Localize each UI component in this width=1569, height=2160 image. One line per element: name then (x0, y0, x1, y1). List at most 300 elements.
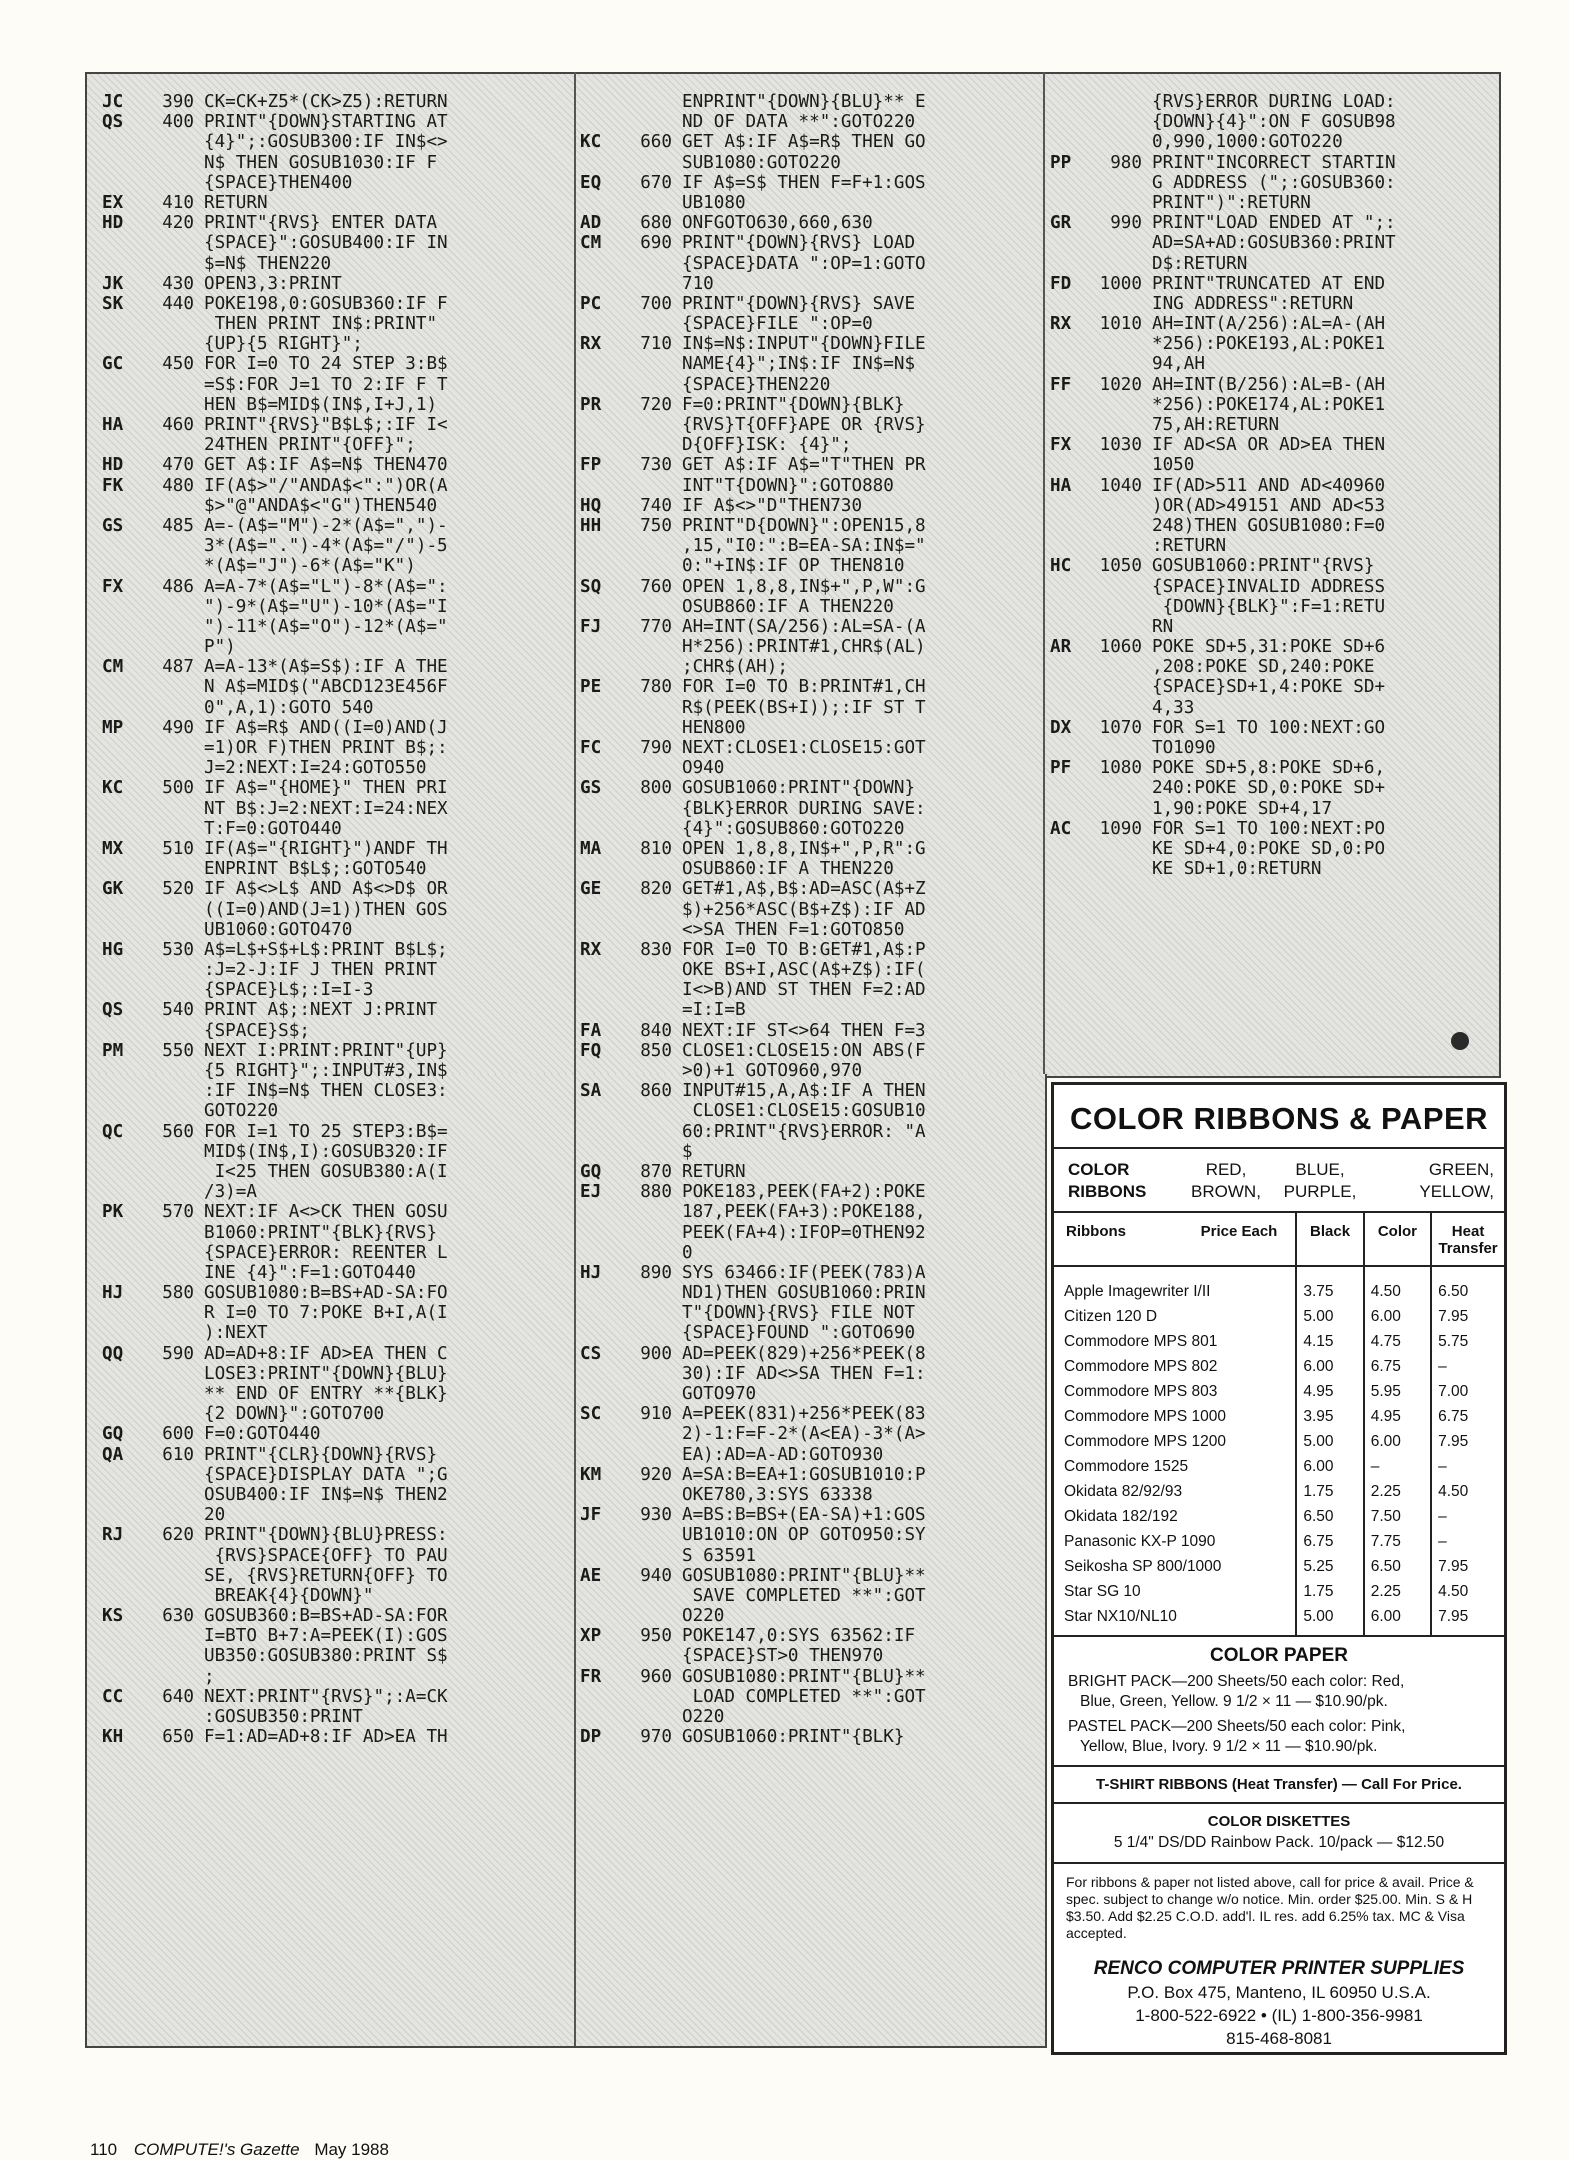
code-text: ND OF DATA **":GOTO220 (682, 112, 916, 133)
code-line (102, 1243, 448, 1263)
checksum: HJ (102, 1283, 124, 1304)
code-line (102, 738, 448, 758)
code-text: INE {4}":F=1:GOTO440 (204, 1262, 416, 1283)
code-text: UB1080 (682, 192, 746, 213)
code-text: N$ THEN GOSUB1030:IF F (204, 152, 438, 173)
checksum: GE (580, 879, 602, 900)
code-line (580, 657, 926, 677)
checksum: HA (1050, 475, 1072, 496)
color-name: GREEN, (1428, 1160, 1494, 1179)
cell-heat: 7.95 (1431, 1304, 1504, 1329)
code-text: NEXT:PRINT"{RVS}";:A=CK (204, 1686, 448, 1707)
checksum: GK (102, 879, 124, 900)
code-line (580, 1344, 926, 1364)
code-text: 94,AH (1152, 354, 1205, 375)
code-line (580, 637, 926, 657)
code-line (102, 1424, 448, 1444)
line-number: 830 (640, 939, 672, 960)
code-text: )OR(AD>49151 AND AD<53 (1152, 495, 1386, 516)
checksum: HD (102, 455, 124, 476)
color-header: Color (1364, 1213, 1431, 1266)
color-ribbons-ad (1051, 1082, 1507, 2055)
code-text: A=-(A$="M")-2*(A$=",")- (204, 515, 448, 536)
code-line (102, 1122, 448, 1142)
code-text: 0,990,1000:GOTO220 (1152, 132, 1343, 153)
line-number: 660 (640, 132, 672, 153)
code-text: O940 (682, 758, 725, 779)
cell-black: 5.25 (1296, 1554, 1363, 1579)
checksum: SK (102, 293, 124, 314)
cell-black: 6.00 (1296, 1454, 1363, 1479)
code-line (102, 153, 448, 173)
code-line (102, 879, 448, 899)
color-name: PURPLE, (1283, 1182, 1357, 1201)
code-line (1050, 819, 1396, 839)
code-text: ,15,"I0:":B=EA-SA:IN$=" (682, 536, 926, 557)
code-line (580, 1223, 926, 1243)
code-line (580, 1525, 926, 1545)
color-pair (1272, 1159, 1368, 1203)
code-line (580, 112, 926, 132)
code-line (580, 1182, 926, 1202)
code-line (102, 92, 448, 112)
code-line (580, 1727, 926, 1747)
code-text: RETURN (204, 192, 268, 213)
code-line (1050, 718, 1396, 738)
code-line (1050, 738, 1396, 758)
code-text: {BLK}ERROR DURING SAVE: (682, 798, 926, 819)
code-text: 248)THEN GOSUB1080:F=0 (1152, 515, 1386, 536)
code-line (102, 1061, 448, 1081)
line-number: 900 (640, 1343, 672, 1364)
ribbons-header-label: Ribbons (1066, 1223, 1126, 1240)
code-line (102, 698, 448, 718)
code-text: GOSUB1060:PRINT"{BLK} (682, 1727, 905, 1748)
ad-title: COLOR RIBBONS & PAPER (1054, 1085, 1504, 1149)
code-text: H*256):PRINT#1,CHR$(AL) (682, 637, 926, 658)
color-pair (1368, 1159, 1494, 1203)
line-number: 800 (640, 778, 672, 799)
code-text: {RVS}SPACE{OFF} TO PAU (204, 1545, 448, 1566)
code-text: ")-11*(A$="O")-12*(A$=" (204, 616, 448, 637)
bright-pack-line-2: Blue, Green, Yellow. 9 1/2 × 11 — $10.90/pk. (1080, 1693, 1388, 1710)
code-line (102, 637, 448, 657)
line-number: 1080 (1099, 758, 1142, 779)
code-line (102, 1687, 448, 1707)
checksum: MP (102, 717, 124, 738)
pastel-pack-line-2: Yellow, Blue, Ivory. 9 1/2 × 11 — $10.90/pk. (1080, 1738, 1378, 1755)
code-line (580, 334, 926, 354)
cell-color: 4.75 (1364, 1329, 1431, 1354)
code-line (102, 1626, 448, 1646)
code-text: 2)-1:F=F-2*(A<EA)-3*(A> (682, 1424, 926, 1445)
cell-heat: – (1431, 1504, 1504, 1529)
code-line (102, 1546, 448, 1566)
code-text: OSUB400:IF IN$=N$ THEN2 (204, 1484, 448, 1505)
code-text: {5 RIGHT}";:INPUT#3,IN$ (204, 1061, 448, 1081)
code-text: 1,90:POKE SD+4,17 (1152, 798, 1333, 819)
code-text: {4}":GOSUB860:GOTO220 (682, 818, 905, 839)
code-text: GOSUB1080:PRINT"{BLU}** (682, 1666, 926, 1687)
code-line (102, 980, 448, 1000)
code-line (580, 1263, 926, 1283)
code-text: =S$:FOR J=1 TO 2:IF F T (204, 374, 448, 395)
line-number: 1070 (1099, 717, 1142, 738)
code-text: LOAD COMPLETED **":GOT (682, 1686, 926, 1707)
table-row (1054, 1354, 1504, 1379)
code-line (580, 415, 926, 435)
checksum: AD (580, 213, 602, 234)
code-text: NEXT:IF A<>CK THEN GOSU (204, 1202, 448, 1223)
code-text: AH=INT(SA/256):AL=SA-(A (682, 616, 926, 637)
line-number: 1010 (1099, 314, 1142, 335)
cell-color: 4.50 (1364, 1266, 1431, 1304)
code-line (580, 1303, 926, 1323)
code-line (102, 617, 448, 637)
code-line (102, 1525, 448, 1545)
code-line (580, 1243, 926, 1263)
checksum: AR (1050, 637, 1072, 658)
code-line (102, 799, 448, 819)
checksum: KH (102, 1727, 124, 1748)
code-text: INPUT#15,A,A$:IF A THEN (682, 1081, 926, 1102)
line-number: 520 (162, 879, 194, 900)
code-line (102, 254, 448, 274)
code-text: PRINT"{RVS} ENTER DATA (204, 213, 438, 234)
cell-heat: 7.00 (1431, 1379, 1504, 1404)
line-number: 760 (640, 576, 672, 597)
cell-heat: – (1431, 1454, 1504, 1479)
checksum: KS (102, 1606, 124, 1627)
code-line (1050, 132, 1396, 152)
line-number: 1090 (1099, 818, 1142, 839)
code-line (580, 213, 926, 233)
line-number: 480 (162, 475, 194, 496)
line-number: 390 (162, 92, 194, 112)
code-line (1050, 778, 1396, 798)
code-text: S 63591 (682, 1545, 757, 1566)
code-text: NT B$:J=2:NEXT:I=24:NEX (204, 798, 448, 819)
listing-column-1 (102, 92, 448, 1747)
code-line (580, 1081, 926, 1101)
ribbon-rows (1054, 1266, 1504, 1635)
code-text: PRINT"{DOWN}STARTING AT (204, 112, 448, 133)
line-number: 600 (162, 1424, 194, 1445)
code-line (102, 900, 448, 920)
line-number: 640 (162, 1686, 194, 1707)
code-line (580, 1707, 926, 1727)
code-text: 30):IF AD<>SA THEN F=1: (682, 1363, 926, 1384)
code-line (580, 132, 926, 152)
code-text: IN$=N$:INPUT"{DOWN}FILE (682, 334, 926, 355)
line-number: 990 (1110, 213, 1142, 234)
code-text: A=A-7*(A$="L")-8*(A$=": (204, 576, 448, 597)
code-line (580, 435, 926, 455)
code-text: ,208:POKE SD,240:POKE (1152, 657, 1375, 678)
code-line (580, 617, 926, 637)
code-text: FOR S=1 TO 100:NEXT:PO (1152, 818, 1386, 839)
code-text: KE SD+4,0:POKE SD,0:PO (1152, 838, 1386, 859)
code-text: {SPACE}DISPLAY DATA ";G (204, 1464, 448, 1485)
company-name: RENCO COMPUTER PRINTER SUPPLIES (1093, 1958, 1465, 1979)
code-line (102, 839, 448, 859)
code-text: HEN B$=MID$(IN$,I+J,1) (204, 394, 438, 415)
checksum: DX (1050, 717, 1072, 738)
code-text: FOR S=1 TO 100:NEXT:GO (1152, 717, 1386, 738)
line-number: 930 (640, 1505, 672, 1526)
code-text: IF(A$>"/"ANDA$<":")OR(A (204, 475, 448, 496)
code-text: F=1:AD=AD+8:IF AD>EA TH (204, 1727, 448, 1748)
line-number: 620 (162, 1525, 194, 1546)
code-text: ; (204, 1666, 215, 1687)
line-number: 650 (162, 1727, 194, 1748)
code-text: PEEK(FA+4):IFOP=0THEN92 (682, 1222, 926, 1243)
checksum: QQ (102, 1343, 124, 1364)
checksum: FK (102, 475, 124, 496)
code-line (580, 1404, 926, 1424)
color-paper-section (1054, 1635, 1504, 1802)
color-name: BLUE, (1295, 1160, 1345, 1179)
code-text: {4}";:GOSUB300:IF IN$<> (204, 132, 448, 153)
code-line (580, 536, 926, 556)
code-line (580, 476, 926, 496)
code-line (102, 132, 448, 152)
checksum: FP (580, 455, 602, 476)
line-number: 880 (640, 1182, 672, 1203)
code-text: NEXT:CLOSE1:CLOSE15:GOT (682, 738, 926, 758)
code-text: {2 DOWN}":GOTO700 (204, 1404, 385, 1425)
checksum: CM (102, 657, 124, 678)
code-line (102, 1445, 448, 1465)
code-text: ")-9*(A$="U")-10*(A$="I (204, 596, 448, 617)
code-line (102, 556, 448, 576)
line-number: 870 (640, 1161, 672, 1182)
code-text: AD=SA+AD:GOSUB360:PRINT (1152, 233, 1396, 254)
code-line (580, 173, 926, 193)
code-text: ENPRINT B$L$;:GOTO540 (204, 859, 427, 880)
line-number: 400 (162, 112, 194, 133)
checksum: DP (580, 1727, 602, 1748)
company-address: P.O. Box 475, Manteno, IL 60950 U.S.A. (1127, 1983, 1431, 2002)
checksum: QS (102, 1000, 124, 1021)
code-text: PRINT"{RVS}"B$L$;:IF I< (204, 415, 448, 435)
code-text: POKE198,0:GOSUB360:IF F (204, 293, 448, 314)
code-text: SE, {RVS}RETURN{OFF} TO (204, 1565, 448, 1586)
code-text: PRINT"INCORRECT STARTIN (1152, 152, 1396, 173)
code-text: KE SD+1,0:RETURN (1152, 859, 1322, 880)
code-line (1050, 415, 1396, 435)
code-line (580, 1101, 926, 1121)
code-text: GOSUB1080:B=BS+AD-SA:FO (204, 1283, 448, 1304)
code-line (102, 1283, 448, 1303)
ribbons-header (1054, 1213, 1296, 1266)
code-text: ONFGOTO630,660,630 (682, 213, 873, 234)
code-line (102, 294, 448, 314)
code-line (102, 1101, 448, 1121)
line-number: 920 (640, 1464, 672, 1485)
code-line (102, 940, 448, 960)
cell-model: Seikosha SP 800/1000 (1064, 1557, 1222, 1575)
color-diskettes-section (1054, 1802, 1504, 1862)
line-number: 1050 (1099, 556, 1142, 577)
line-number: 820 (640, 879, 672, 900)
checksum: CC (102, 1686, 124, 1707)
code-line (580, 294, 926, 314)
line-number: 940 (640, 1565, 672, 1586)
code-text: D{OFF}ISK: {4}"; (682, 435, 852, 456)
code-line (102, 1566, 448, 1586)
checksum: GQ (580, 1161, 602, 1182)
colors-label (1068, 1159, 1180, 1203)
code-text: OPEN 1,8,8,IN$+",P,W":G (682, 576, 926, 597)
code-text: GOSUB1060:PRINT"{RVS} (1152, 556, 1375, 577)
cell-heat: 4.50 (1431, 1479, 1504, 1504)
checksum: FQ (580, 1040, 602, 1061)
code-text: :RETURN (1152, 536, 1227, 557)
code-text: CLOSE1:CLOSE15:ON ABS(F (682, 1040, 926, 1061)
line-number: 530 (162, 939, 194, 960)
code-line (580, 1646, 926, 1666)
code-text: POKE SD+5,8:POKE SD+6, (1152, 758, 1386, 779)
code-line (580, 1505, 926, 1525)
cell-model: Okidata 182/192 (1064, 1507, 1178, 1525)
code-text: PRINT"LOAD ENDED AT ";: (1152, 213, 1396, 234)
code-line (102, 778, 448, 798)
color-name: YELLOW, (1419, 1182, 1494, 1201)
code-line (1050, 577, 1396, 597)
code-text: 1050 (1152, 455, 1195, 476)
code-line (1050, 597, 1396, 617)
heat-transfer-header: Heat Transfer (1431, 1213, 1504, 1266)
code-text: IF A$<>L$ AND A$<>D$ OR (204, 879, 448, 900)
line-number: 790 (640, 738, 672, 758)
code-text: 75,AH:RETURN (1152, 415, 1280, 435)
code-text: IF A$="{HOME}" THEN PRI (204, 778, 448, 799)
code-text: GET A$:IF A$=R$ THEN GO (682, 132, 926, 153)
checksum: JC (102, 92, 124, 112)
cell-color: – (1364, 1454, 1431, 1479)
code-text: R I=0 TO 7:POKE B+I,A(I (204, 1303, 448, 1324)
cell-model: Commodore MPS 803 (1064, 1382, 1218, 1400)
code-line (102, 657, 448, 677)
code-line (102, 233, 448, 253)
code-line (102, 1404, 448, 1424)
table-row (1054, 1329, 1504, 1354)
company-phone-2: 815-468-8081 (1226, 2029, 1332, 2048)
code-text: FOR I=1 TO 25 STEP3:B$= (204, 1121, 448, 1142)
code-line (102, 1182, 448, 1202)
code-line (580, 1485, 926, 1505)
code-line (1050, 314, 1396, 334)
line-number: 710 (640, 334, 672, 355)
code-line (580, 1021, 926, 1041)
code-text: IF A$=R$ AND((I=0)AND(J (204, 717, 448, 738)
line-number: 450 (162, 354, 194, 375)
code-line (102, 435, 448, 455)
code-line (102, 476, 448, 496)
cell-black: 5.00 (1296, 1304, 1363, 1329)
cell-black: 1.75 (1296, 1579, 1363, 1604)
code-line (580, 677, 926, 697)
code-text: 60:PRINT"{RVS}ERROR: "A (682, 1121, 926, 1142)
checksum: MX (102, 838, 124, 859)
code-text: O220 (682, 1606, 725, 1627)
code-text: /3)=A (204, 1182, 257, 1203)
checksum: PP (1050, 152, 1072, 173)
code-text: ** END OF ENTRY **{BLK} (204, 1384, 448, 1404)
checksum: RX (580, 939, 602, 960)
code-text: PRINT A$;:NEXT J:PRINT (204, 1000, 438, 1021)
checksum: HA (102, 415, 124, 435)
checksum: FR (580, 1666, 602, 1687)
code-line (102, 1707, 448, 1727)
code-text: :IF IN$=N$ THEN CLOSE3: (204, 1081, 448, 1102)
table-row (1054, 1479, 1504, 1504)
checksum: KC (102, 778, 124, 799)
cell-model: Commodore MPS 802 (1064, 1357, 1218, 1375)
cell-model: Commodore MPS 1000 (1064, 1407, 1226, 1425)
table-row (1054, 1504, 1504, 1529)
line-number: 1000 (1099, 273, 1142, 294)
code-line (102, 274, 448, 294)
code-text: PRINT"TRUNCATED AT END (1152, 273, 1386, 294)
code-line (102, 1505, 448, 1525)
code-line (580, 1364, 926, 1384)
code-line (102, 718, 448, 738)
code-line (102, 496, 448, 516)
cell-black: 5.00 (1296, 1604, 1363, 1635)
ribbon-price-table (1054, 1213, 1504, 1635)
code-text: A$=L$+S$+L$:PRINT B$L$; (204, 939, 448, 960)
code-line (580, 1041, 926, 1061)
code-line (580, 1606, 926, 1626)
code-text: IF(AD>511 AND AD<40960 (1152, 475, 1386, 496)
code-text: $>"@"ANDA$<"G")THEN540 (204, 495, 438, 516)
code-line (580, 900, 926, 920)
line-number: 630 (162, 1606, 194, 1627)
line-number: 860 (640, 1081, 672, 1102)
code-text: IF(A$="{RIGHT}")ANDF TH (204, 838, 448, 859)
code-line (580, 455, 926, 475)
code-line (1050, 839, 1396, 859)
code-line (1050, 153, 1396, 173)
code-line (102, 1041, 448, 1061)
checksum: GS (580, 778, 602, 799)
code-text: GET#1,A$,B$:AD=ASC(A$+Z (682, 879, 926, 900)
code-line (580, 1586, 926, 1606)
cell-color: 2.25 (1364, 1579, 1431, 1604)
code-line (1050, 375, 1396, 395)
code-text: 0",A,1):GOTO 540 (204, 697, 374, 718)
code-text: {SPACE}SD+1,4:POKE SD+ (1152, 677, 1386, 698)
code-line (102, 1727, 448, 1747)
code-text: =I:I=B (682, 1000, 746, 1021)
code-line (102, 1303, 448, 1323)
code-line (580, 738, 926, 758)
cell-heat: 7.95 (1431, 1554, 1504, 1579)
checksum: EQ (580, 172, 602, 193)
line-number: 486 (162, 576, 194, 597)
page-footer (90, 2140, 389, 2160)
checksum: QC (102, 1121, 124, 1142)
code-line (1050, 677, 1396, 697)
code-line (580, 920, 926, 940)
table-row (1054, 1554, 1504, 1579)
code-line (580, 1546, 926, 1566)
code-line (102, 859, 448, 879)
code-line (580, 1465, 926, 1485)
pastel-pack-line-1: PASTEL PACK—200 Sheets/50 each color: Pink, (1068, 1718, 1406, 1735)
